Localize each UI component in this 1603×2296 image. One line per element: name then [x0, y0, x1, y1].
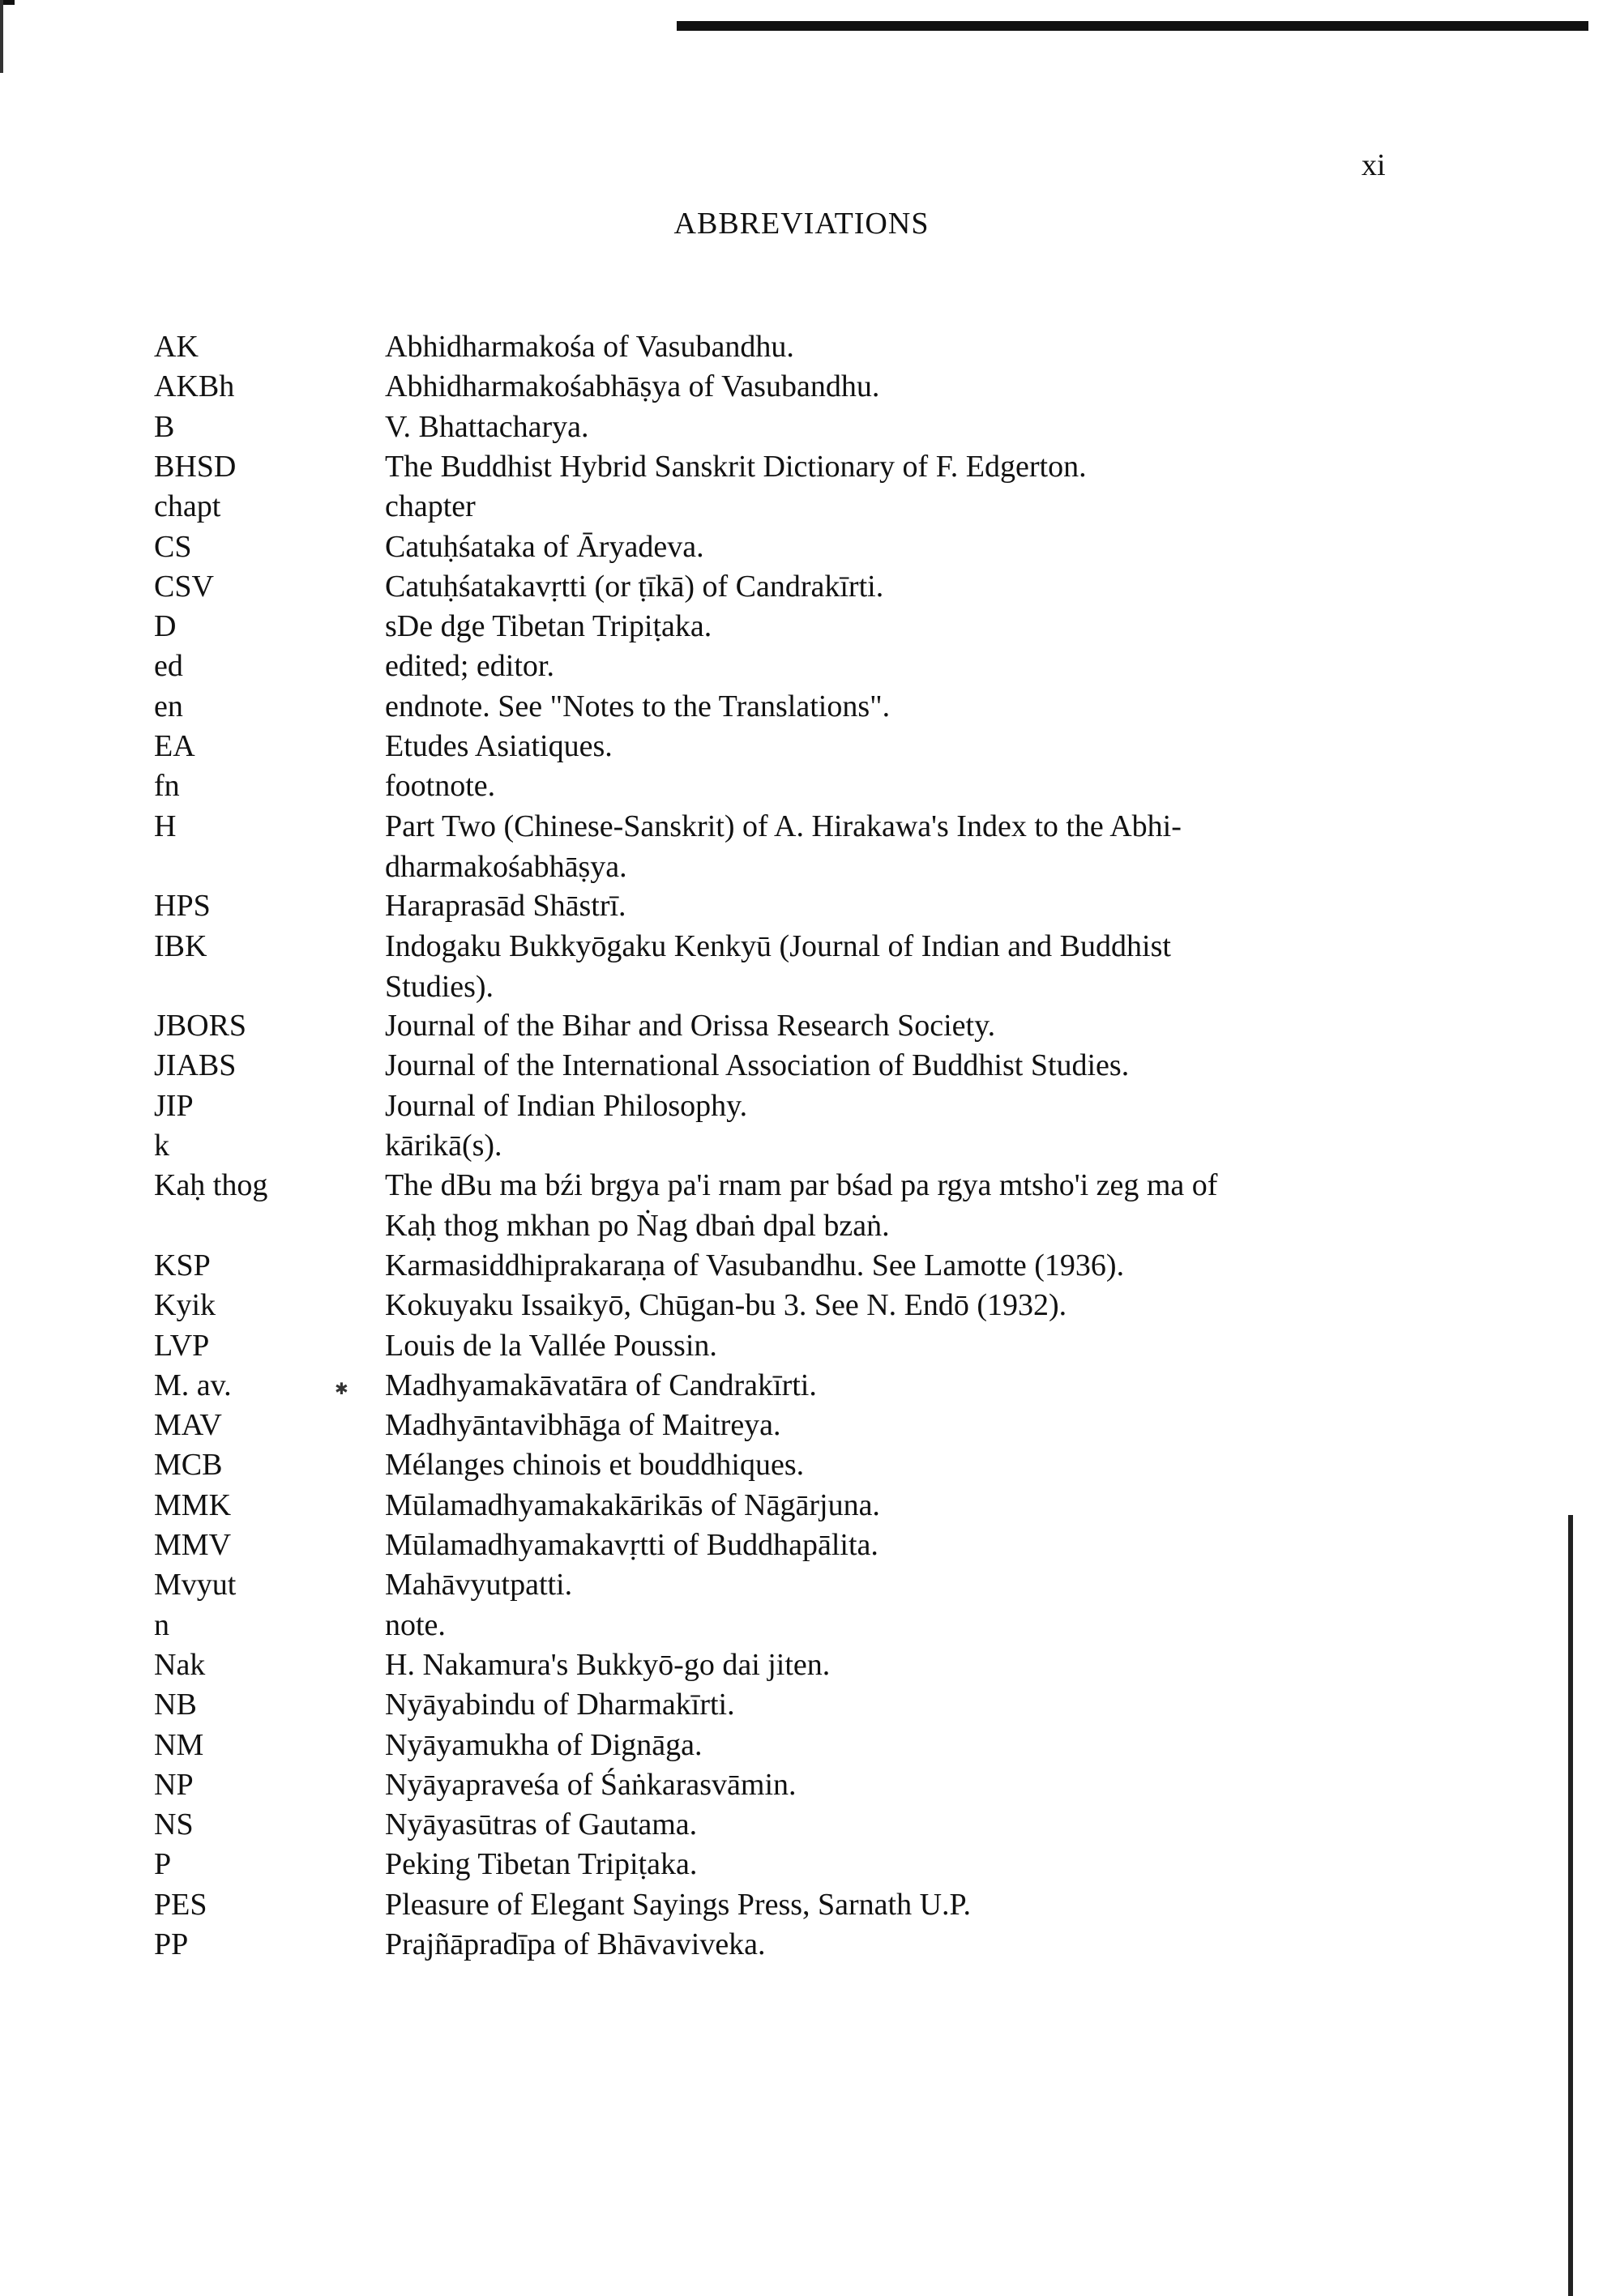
- abbreviation-term: Kyik: [154, 1288, 216, 1322]
- abbreviation-term: PP: [154, 1927, 189, 1961]
- abbreviation-term: MMV: [154, 1528, 232, 1562]
- abbreviation-definition: [385, 566, 1390, 607]
- definition-line: Kokuyaku Issaikyō, Chūgan-bu 3. See N. Endō (1932).: [385, 1288, 1067, 1322]
- abbreviation-definition: [385, 1485, 1390, 1526]
- definition-line: note.: [385, 1608, 446, 1642]
- abbreviation-term: JBORS: [154, 1009, 247, 1043]
- abbreviation-term: LVP: [154, 1329, 210, 1363]
- abbreviation-definition: [385, 1884, 1390, 1925]
- abbreviation-term: JIABS: [154, 1048, 237, 1082]
- definition-line: Nyāyapraveśa of Śaṅkarasvāmin.: [385, 1768, 797, 1802]
- abbreviation-definition: [385, 1165, 1390, 1246]
- definition-line: Indogaku Bukkyōgaku Kenkyū (Journal of Indian and Buddhist: [385, 929, 1171, 963]
- definition-line: Journal of the International Association of Buddhist Studies.: [385, 1048, 1130, 1082]
- abbreviation-term: AKBh: [154, 369, 235, 403]
- definition-line: Nyāyabindu of Dharmakīrti.: [385, 1688, 735, 1722]
- abbreviation-term: fn: [154, 769, 180, 803]
- definition-line: Journal of Indian Philosophy.: [385, 1089, 748, 1123]
- abbreviation-term: k: [154, 1129, 169, 1163]
- abbreviation-term: KSP: [154, 1248, 211, 1282]
- abbreviation-term: Mvyut: [154, 1568, 237, 1602]
- definition-line: Karmasiddhiprakaraṇa of Vasubandhu. See Lamotte (1936).: [385, 1248, 1125, 1282]
- abbreviation-definition: [385, 366, 1390, 407]
- abbreviation-definition: [385, 1765, 1390, 1805]
- abbreviation-term: CS: [154, 530, 192, 564]
- abbreviation-definition: [385, 1564, 1390, 1605]
- abbreviation-definition: [385, 1725, 1390, 1765]
- abbreviation-term: Nak: [154, 1648, 206, 1682]
- abbreviation-definition: [385, 1045, 1390, 1086]
- abbreviation-definition: [385, 326, 1390, 367]
- definition-line: V. Bhattacharya.: [385, 410, 589, 444]
- definition-line: Madhyāntavibhāga of Maitreya.: [385, 1408, 781, 1442]
- definition-line: chapter: [385, 489, 476, 523]
- definition-line: endnote. See "Notes to the Translations".: [385, 689, 891, 723]
- abbreviation-definition: [385, 1365, 1390, 1406]
- abbreviation-term: ed: [154, 649, 183, 683]
- abbreviation-definition: [385, 726, 1390, 766]
- abbreviation-term: NM: [154, 1728, 204, 1762]
- abbreviation-definition: [385, 1086, 1390, 1126]
- abbreviation-term: EA: [154, 729, 195, 763]
- definition-line: Mahāvyutpatti.: [385, 1568, 573, 1602]
- abbreviation-term: P: [154, 1847, 172, 1881]
- definition-line: The dBu ma bźi brgya pa'i rnam par bśad pa rgya mtsho'i zeg ma of: [385, 1168, 1218, 1202]
- abbreviation-definition: [385, 1125, 1390, 1166]
- definition-line: Nyāyamukha of Dignāga.: [385, 1728, 703, 1762]
- definition-line: Catuḥśataka of Āryadeva.: [385, 530, 704, 564]
- abbreviation-definition: [385, 606, 1390, 647]
- abbreviation-definition: [385, 1005, 1390, 1046]
- definition-line: Mūlamadhyamakakārikās of Nāgārjuna.: [385, 1488, 880, 1522]
- abbreviation-term: en: [154, 689, 183, 723]
- abbreviation-term: CSV: [154, 570, 214, 604]
- definition-line: Etudes Asiatiques.: [385, 729, 613, 763]
- abbreviation-term: Kaḥ thog: [154, 1168, 268, 1202]
- definition-line: Abhidharmakośa of Vasubandhu.: [385, 330, 794, 364]
- abbreviation-term: H: [154, 809, 177, 843]
- abbreviation-definition: [385, 926, 1390, 1007]
- abbreviation-term: NS: [154, 1807, 194, 1841]
- page-number: xi: [1361, 148, 1386, 182]
- abbreviation-term: chapt: [154, 489, 221, 523]
- abbreviation-definition: [385, 1245, 1390, 1286]
- abbreviation-definition: [385, 1804, 1390, 1845]
- definition-line: Part Two (Chinese-Sanskrit) of A. Hirakawa's Index to the Abhi-: [385, 809, 1182, 843]
- abbreviation-definition: [385, 1645, 1390, 1685]
- abbreviation-term: JIP: [154, 1089, 194, 1123]
- abbreviation-definition: [385, 486, 1390, 527]
- definition-line: Studies).: [385, 970, 494, 1004]
- abbreviation-definition: [385, 806, 1390, 887]
- abbreviation-term: M. av.: [154, 1368, 232, 1402]
- definition-line: dharmakośabhāṣya.: [385, 850, 627, 884]
- definition-line: Nyāyasūtras of Gautama.: [385, 1807, 698, 1841]
- definition-line: Kaḥ thog mkhan po Ṅag dbaṅ dpal bzaṅ.: [385, 1209, 890, 1243]
- abbreviation-term: MCB: [154, 1448, 223, 1482]
- abbreviation-definition: [385, 1325, 1390, 1366]
- asterisk-mark: ✱: [335, 1379, 348, 1398]
- abbreviation-definition: [385, 1924, 1390, 1965]
- abbreviation-term: AK: [154, 330, 199, 364]
- definition-line: Mélanges chinois et bouddhiques.: [385, 1448, 805, 1482]
- abbreviation-term: MAV: [154, 1408, 222, 1442]
- abbreviation-definition: [385, 1405, 1390, 1445]
- abbreviation-term: D: [154, 609, 177, 643]
- definition-line: Journal of the Bihar and Orissa Research Society.: [385, 1009, 996, 1043]
- abbreviation-definition: [385, 686, 1390, 727]
- definition-line: edited; editor.: [385, 649, 554, 683]
- abbreviation-term: NP: [154, 1768, 194, 1802]
- definition-line: Mūlamadhyamakavṛtti of Buddhapālita.: [385, 1528, 878, 1562]
- definition-line: Abhidharmakośabhāṣya of Vasubandhu.: [385, 369, 880, 403]
- abbreviation-definition: [385, 1844, 1390, 1884]
- abbreviation-definition: [385, 1285, 1390, 1325]
- abbreviation-definition: [385, 886, 1390, 926]
- abbreviation-definition: [385, 1605, 1390, 1645]
- abbreviation-definition: [385, 407, 1390, 447]
- definition-line: Prajñāpradīpa of Bhāvaviveka.: [385, 1927, 766, 1961]
- definition-line: The Buddhist Hybrid Sanskrit Dictionary of F. Edgerton.: [385, 450, 1087, 484]
- abbreviation-definition: [385, 527, 1390, 567]
- definition-line: H. Nakamura's Bukkyō-go dai jiten.: [385, 1648, 831, 1682]
- abbreviation-term: IBK: [154, 929, 207, 963]
- definition-line: kārikā(s).: [385, 1129, 502, 1163]
- definition-line: Madhyamakāvatāra of Candrakīrti.: [385, 1368, 817, 1402]
- abbreviation-term: n: [154, 1608, 169, 1642]
- abbreviation-term: BHSD: [154, 450, 237, 484]
- definition-line: Louis de la Vallée Poussin.: [385, 1329, 717, 1363]
- definition-line: Peking Tibetan Tripiṭaka.: [385, 1847, 698, 1881]
- abbreviation-term: PES: [154, 1888, 207, 1922]
- definition-line: Haraprasād Shāstrī.: [385, 889, 626, 923]
- abbreviation-definition: [385, 646, 1390, 686]
- abbreviation-term: B: [154, 410, 175, 444]
- abbreviation-term: NB: [154, 1688, 197, 1722]
- definition-line: sDe dge Tibetan Tripiṭaka.: [385, 609, 712, 643]
- abbreviation-definition: [385, 446, 1390, 487]
- abbreviation-term: HPS: [154, 889, 211, 923]
- definition-line: Pleasure of Elegant Sayings Press, Sarnath U.P.: [385, 1888, 971, 1922]
- abbreviation-definition: [385, 1684, 1390, 1725]
- abbreviation-definition: [385, 1445, 1390, 1485]
- abbreviation-definition: [385, 766, 1390, 806]
- page-title: ABBREVIATIONS: [673, 207, 930, 241]
- definition-line: footnote.: [385, 769, 496, 803]
- definition-line: Catuḥśatakavṛtti (or ṭīkā) of Candrakīrti.: [385, 570, 884, 604]
- abbreviation-term: MMK: [154, 1488, 232, 1522]
- abbreviation-definition: [385, 1525, 1390, 1565]
